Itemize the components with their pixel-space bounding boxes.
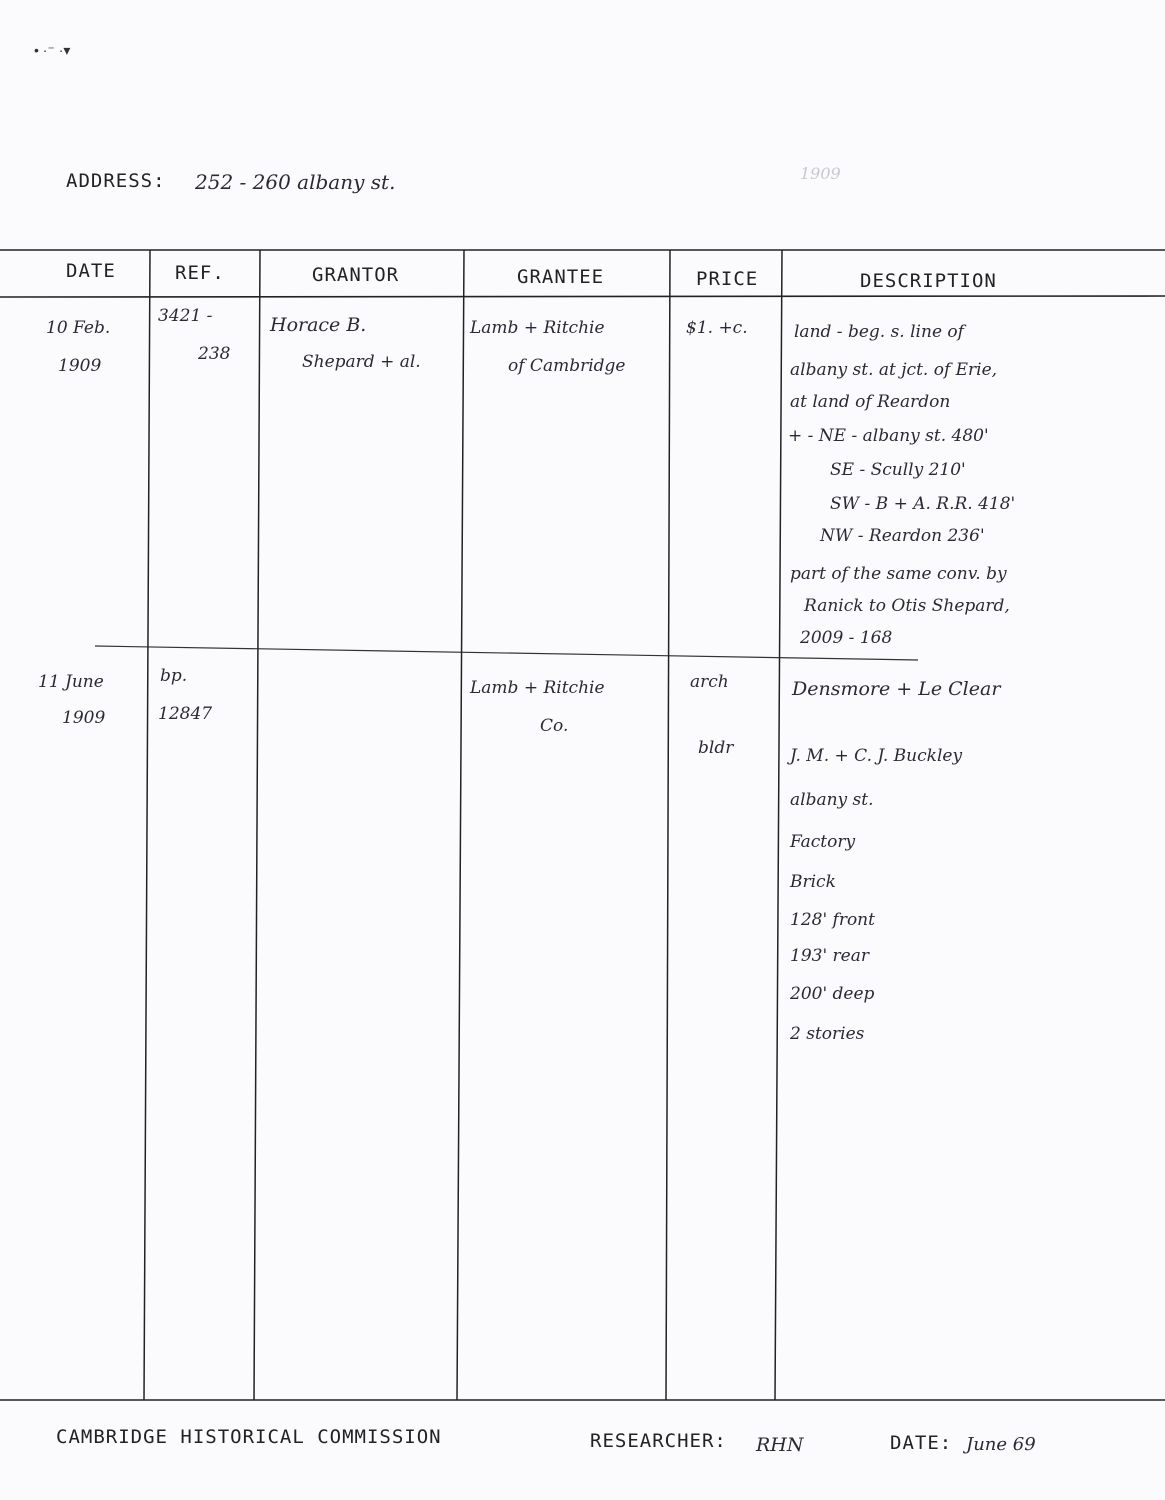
footer-date-label: DATE: bbox=[890, 1432, 953, 1454]
description-line: 193' rear bbox=[790, 946, 869, 966]
row2-ref-line2: 12847 bbox=[158, 704, 213, 724]
row1-ref-line1: 3421 - bbox=[158, 306, 213, 326]
column-header-ref: REF. bbox=[175, 262, 225, 284]
row2-date-year: 1909 bbox=[62, 708, 106, 728]
row2-price-line2: bldr bbox=[698, 738, 734, 758]
row1-grantor-line1: Horace B. bbox=[270, 314, 367, 336]
row1-grantor-line2: Shepard + al. bbox=[302, 352, 421, 372]
address-value: 252 - 260 albany st. bbox=[195, 170, 396, 194]
description-line: Factory bbox=[790, 832, 856, 852]
row1-price: $1. +c. bbox=[686, 318, 748, 338]
address-label: ADDRESS: bbox=[66, 170, 166, 192]
footer-researcher-label: RESEARCHER: bbox=[590, 1430, 727, 1452]
row2-date-day: 11 June bbox=[38, 672, 104, 692]
row2-ref-line1: bp. bbox=[160, 666, 188, 686]
row1-date-day: 10 Feb. bbox=[46, 318, 111, 338]
description-line: albany st. at jct. of Erie, bbox=[790, 360, 998, 380]
row2-grantee-line2: Co. bbox=[540, 716, 569, 736]
column-header-price: PRICE bbox=[696, 268, 759, 290]
description-line: 200' deep bbox=[790, 984, 875, 1004]
footer-researcher-value: RHN bbox=[756, 1434, 804, 1456]
description-line: part of the same conv. by bbox=[790, 564, 1007, 584]
description-line: at land of Reardon bbox=[790, 392, 951, 412]
description-line: SE - Scully 210' bbox=[830, 460, 966, 480]
row1-date-year: 1909 bbox=[58, 356, 102, 376]
description-line: 2 stories bbox=[790, 1024, 865, 1044]
description-line: Brick bbox=[790, 872, 836, 892]
description-line: 128' front bbox=[790, 910, 875, 930]
description-line: Ranick to Otis Shepard, bbox=[804, 596, 1010, 616]
row1-ref-line2: 238 bbox=[198, 344, 231, 364]
description-line: J. M. + C. J. Buckley bbox=[790, 746, 963, 766]
row1-grantee-line1: Lamb + Ritchie bbox=[470, 318, 605, 338]
description-line: NW - Reardon 236' bbox=[820, 526, 985, 546]
description-line: land - beg. s. line of bbox=[794, 322, 964, 342]
description-line: SW - B + A. R.R. 418' bbox=[830, 494, 1016, 514]
row1-grantee-line2: of Cambridge bbox=[508, 356, 626, 376]
description-line: albany st. bbox=[790, 790, 874, 810]
footer-date-value: June 69 bbox=[966, 1434, 1036, 1455]
faint-year-mark: 1909 bbox=[800, 164, 841, 183]
description-line: 2009 - 168 bbox=[800, 628, 893, 648]
description-line: + - NE - albany st. 480' bbox=[788, 426, 989, 446]
row2-grantee-line1: Lamb + Ritchie bbox=[470, 678, 605, 698]
column-header-grantor: GRANTOR bbox=[312, 264, 400, 286]
corner-marks: • ·⁻ ·▾ bbox=[34, 42, 71, 58]
column-header-grantee: GRANTEE bbox=[517, 266, 605, 288]
column-header-description: DESCRIPTION bbox=[860, 270, 997, 292]
column-header-date: DATE bbox=[66, 260, 116, 282]
footer-commission: CAMBRIDGE HISTORICAL COMMISSION bbox=[56, 1426, 442, 1448]
row2-price-line1: arch bbox=[690, 672, 729, 692]
description-line: Densmore + Le Clear bbox=[792, 678, 1001, 700]
